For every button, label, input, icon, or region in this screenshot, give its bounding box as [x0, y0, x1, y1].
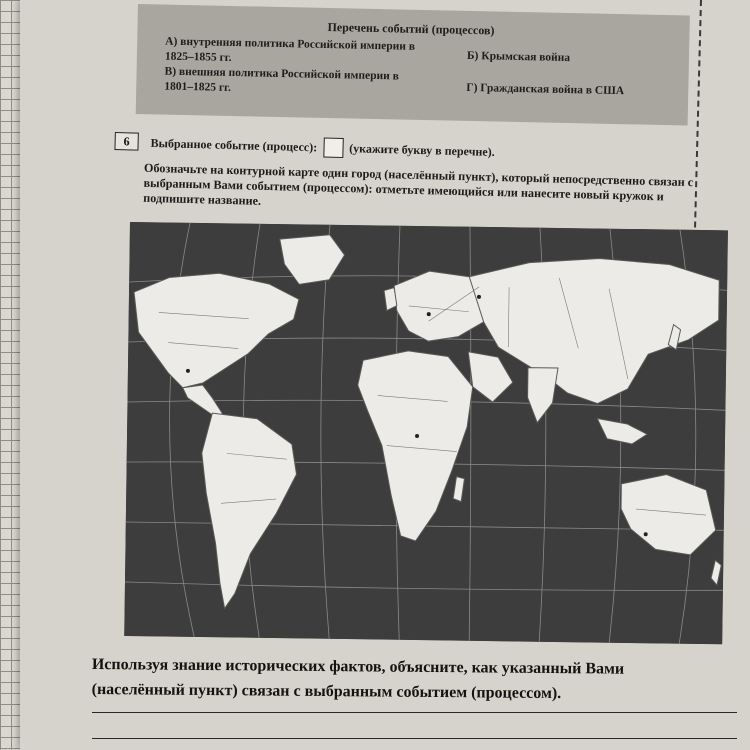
- chosen-event-label: Выбранное событие (процесс):: [150, 135, 318, 154]
- events-list-title: Перечень событий (процессов): [327, 19, 495, 38]
- contour-world-map[interactable]: [124, 222, 728, 644]
- event-g: [466, 81, 624, 99]
- question-line-2: (населённый пункт) связан с выбранным событием (процессом).: [91, 680, 562, 703]
- chosen-event-answer-box[interactable]: [323, 137, 344, 158]
- events-list-box: [136, 4, 690, 126]
- event-g-letter: Г): [466, 81, 478, 95]
- task-instruction: Обозначьте на контурной карте один город (населённый пункт), который непосредственно связан с выбранным Вами событием (процессом): отметьте имеющийся или нанесите новый кружок и подпишите название.: [143, 160, 694, 208]
- question-line-1: Используя знание исторических фактов, объясните, как указанный Вами: [91, 655, 625, 678]
- event-v-text: внешняя политика Российской империи в 1801–1825 гг.: [164, 65, 399, 94]
- event-a-text: внутренняя политика Российской империи в 1825–1855 гг.: [164, 35, 416, 64]
- event-g-text: Гражданская война в США: [480, 82, 625, 98]
- answer-line-2[interactable]: [92, 738, 737, 739]
- explanation-question: [92, 652, 750, 708]
- event-b-letter: Б): [466, 49, 479, 63]
- world-map-drawing: [124, 222, 728, 644]
- event-b-text: Крымская война: [481, 50, 571, 65]
- event-v: [164, 65, 415, 100]
- event-b: [467, 49, 570, 66]
- event-a-letter: А): [165, 35, 178, 48]
- task-number: 6: [114, 132, 138, 151]
- answer-line-1[interactable]: [92, 712, 737, 713]
- chosen-event-hint: (укажите букву в перечне).: [349, 140, 495, 159]
- event-v-letter: В): [164, 65, 177, 78]
